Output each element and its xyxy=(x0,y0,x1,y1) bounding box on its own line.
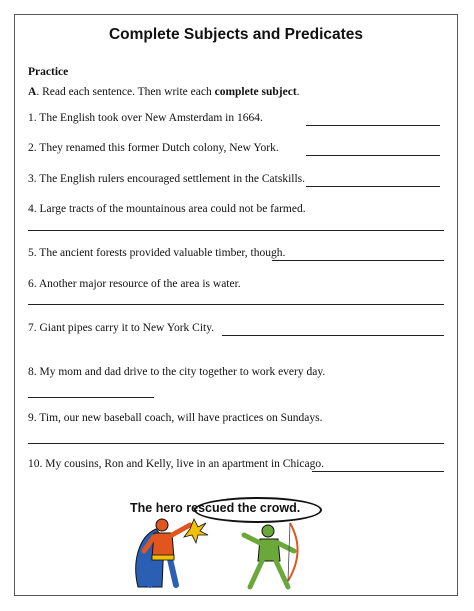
sentence-10: 10. My cousins, Ron and Kelly, live in an apartment in Chicago. xyxy=(28,458,324,470)
answer-line-10[interactable] xyxy=(312,471,444,472)
page-title: Complete Subjects and Predicates xyxy=(108,26,364,43)
instruction-letter: A xyxy=(28,86,37,98)
answer-line-5[interactable] xyxy=(272,260,444,261)
villain-figure xyxy=(244,523,298,587)
sentence-2: 2. They renamed this former Dutch colony, New York. xyxy=(28,142,279,154)
answer-line-9[interactable] xyxy=(28,443,444,444)
sentence-1: 1. The English took over New Amsterdam in 1664. xyxy=(28,112,263,124)
superhero-clipart xyxy=(128,515,318,591)
section-label: Practice xyxy=(28,66,69,78)
instruction-text: . Read each sentence. Then write each xyxy=(36,86,215,98)
hero-figure xyxy=(136,519,190,587)
instruction-emphasis: complete subject xyxy=(214,86,297,98)
sentence-5: 5. The ancient forests provided valuable timber, though. xyxy=(28,247,286,259)
sentence-4: 4. Large tracts of the mountainous area could not be farmed. xyxy=(28,203,306,215)
sentence-3: 3. The English rulers encouraged settlement in the Catskills. xyxy=(28,173,306,185)
answer-line-3[interactable] xyxy=(306,186,440,187)
sentence-9: 9. Tim, our new baseball coach, will have practices on Sundays. xyxy=(28,412,323,424)
answer-line-1[interactable] xyxy=(306,125,440,126)
answer-line-6[interactable] xyxy=(28,304,444,305)
sentence-8: 8. My mom and dad drive to the city together to work every day. xyxy=(28,366,326,378)
answer-line-7[interactable] xyxy=(222,335,444,336)
answer-line-4[interactable] xyxy=(28,230,444,231)
answer-line-2[interactable] xyxy=(306,155,440,156)
sentence-7: 7. Giant pipes carry it to New York City. xyxy=(28,322,215,334)
instruction xyxy=(28,86,300,98)
illustration-caption: The hero rescued the crowd. xyxy=(130,501,301,515)
sentence-6: 6. Another major resource of the area is water. xyxy=(28,278,241,290)
answer-line-8[interactable] xyxy=(28,397,154,398)
instruction-end: . xyxy=(296,86,300,98)
spark-icon xyxy=(184,519,208,543)
